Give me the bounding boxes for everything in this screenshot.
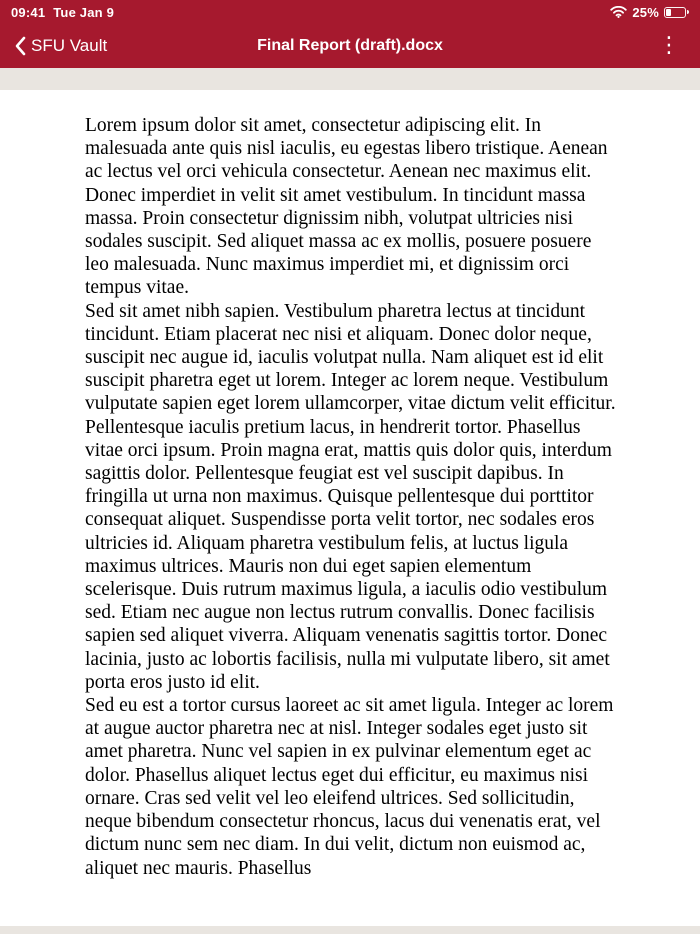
status-time: 09:41 (11, 4, 46, 20)
document-paragraph: Lorem ipsum dolor sit amet, consectetur adipiscing elit. In malesuada ante quis nisl iaculis, eu egestas libero tristique. Aenean ac lectus vel orci vehicula consectetur. Aenean nec maximus elit. Donec imperdiet in velit sit amet vestibulum. In tincidunt massa massa. Proin consectetur dignissim nibh, volutpat ultricies nisi sodales suscipit. Sed aliquet massa ac ex mollis, posuere posuere leo malesuada. Nunc maximus imperdiet mi, et dignissim orci tempus vitae. (85, 115, 608, 299)
nav-bar (0, 24, 700, 68)
status-date: Tue Jan 9 (53, 4, 115, 20)
back-button[interactable] (14, 36, 107, 56)
back-button-label: SFU Vault (31, 36, 108, 55)
document-paragraph: Sed eu est a tortor cursus laoreet ac sit amet ligula. Integer ac lorem at augue auctor pharetra nec at nisl. Integer sodales eget justo sit amet pharetra. Nunc vel sapien in ex pulvinar elementum eget ac dolor. Phasellus aliquet lectus eget dui efficitur, eu maximus nisi ornare. Cras sed velit vel leo eleifend ultrices. Sed sollicitudin, neque bibendum consectetur rhoncus, lacus dui venenatis erat, vel dictum nunc sem nec diam. In dui velit, dictum non euismod ac, aliquet nec mauris. Phasellus (85, 695, 614, 879)
kebab-menu-icon: ⋮ (658, 33, 680, 58)
chevron-left-icon (14, 36, 26, 56)
document-viewer[interactable] (0, 68, 700, 934)
battery-icon (664, 7, 689, 18)
menu-button[interactable] (652, 31, 686, 61)
page-title: Final Report (draft).docx (257, 37, 443, 54)
battery-percentage: 25% (632, 4, 659, 20)
document-page (0, 90, 700, 926)
status-left (11, 5, 114, 20)
wifi-icon (610, 6, 627, 18)
document-paragraph: Sed sit amet nibh sapien. Vestibulum pharetra lectus at tincidunt tincidunt. Etiam placerat nec nisi et aliquam. Donec dolor neque, suscipit nec augue id, iaculis volutpat nulla. Nam aliquet est id elit suscipit pharetra eget ut lorem. Integer ac lorem neque. Vestibulum vulputate sapien eget lorem ullamcorper, vitae dictum velit efficitur. Pellentesque iaculis pretium lacus, in hendrerit tortor. Phasellus vitae orci ipsum. Proin magna erat, mattis quis dolor quis, interdum sagittis dolor. Pellentesque feugiat est vel suscipit dapibus. In fringilla ut urna non maximus. Quisque pellentesque dui porttitor consequat aliquet. Suspendisse porta velit tortor, nec sodales eros ultricies id. Aliquam pharetra vestibulum felis, at luctus ligula maximus ultrices. Mauris non dui eget sapien elementum scelerisque. Duis rutrum maximus ligula, a iaculis odio vestibulum sed. Etiam nec augue non lectus rutrum convallis. Donec facilisis sapien sed aliquet viverra. Aliquam venenatis sagittis tortor. Donec lacinia, justo ac lobortis facilisis, nulla mi vulputate libero, sit amet porta eros justo id elit. (85, 300, 616, 693)
status-bar (0, 0, 700, 24)
status-right (610, 5, 689, 20)
